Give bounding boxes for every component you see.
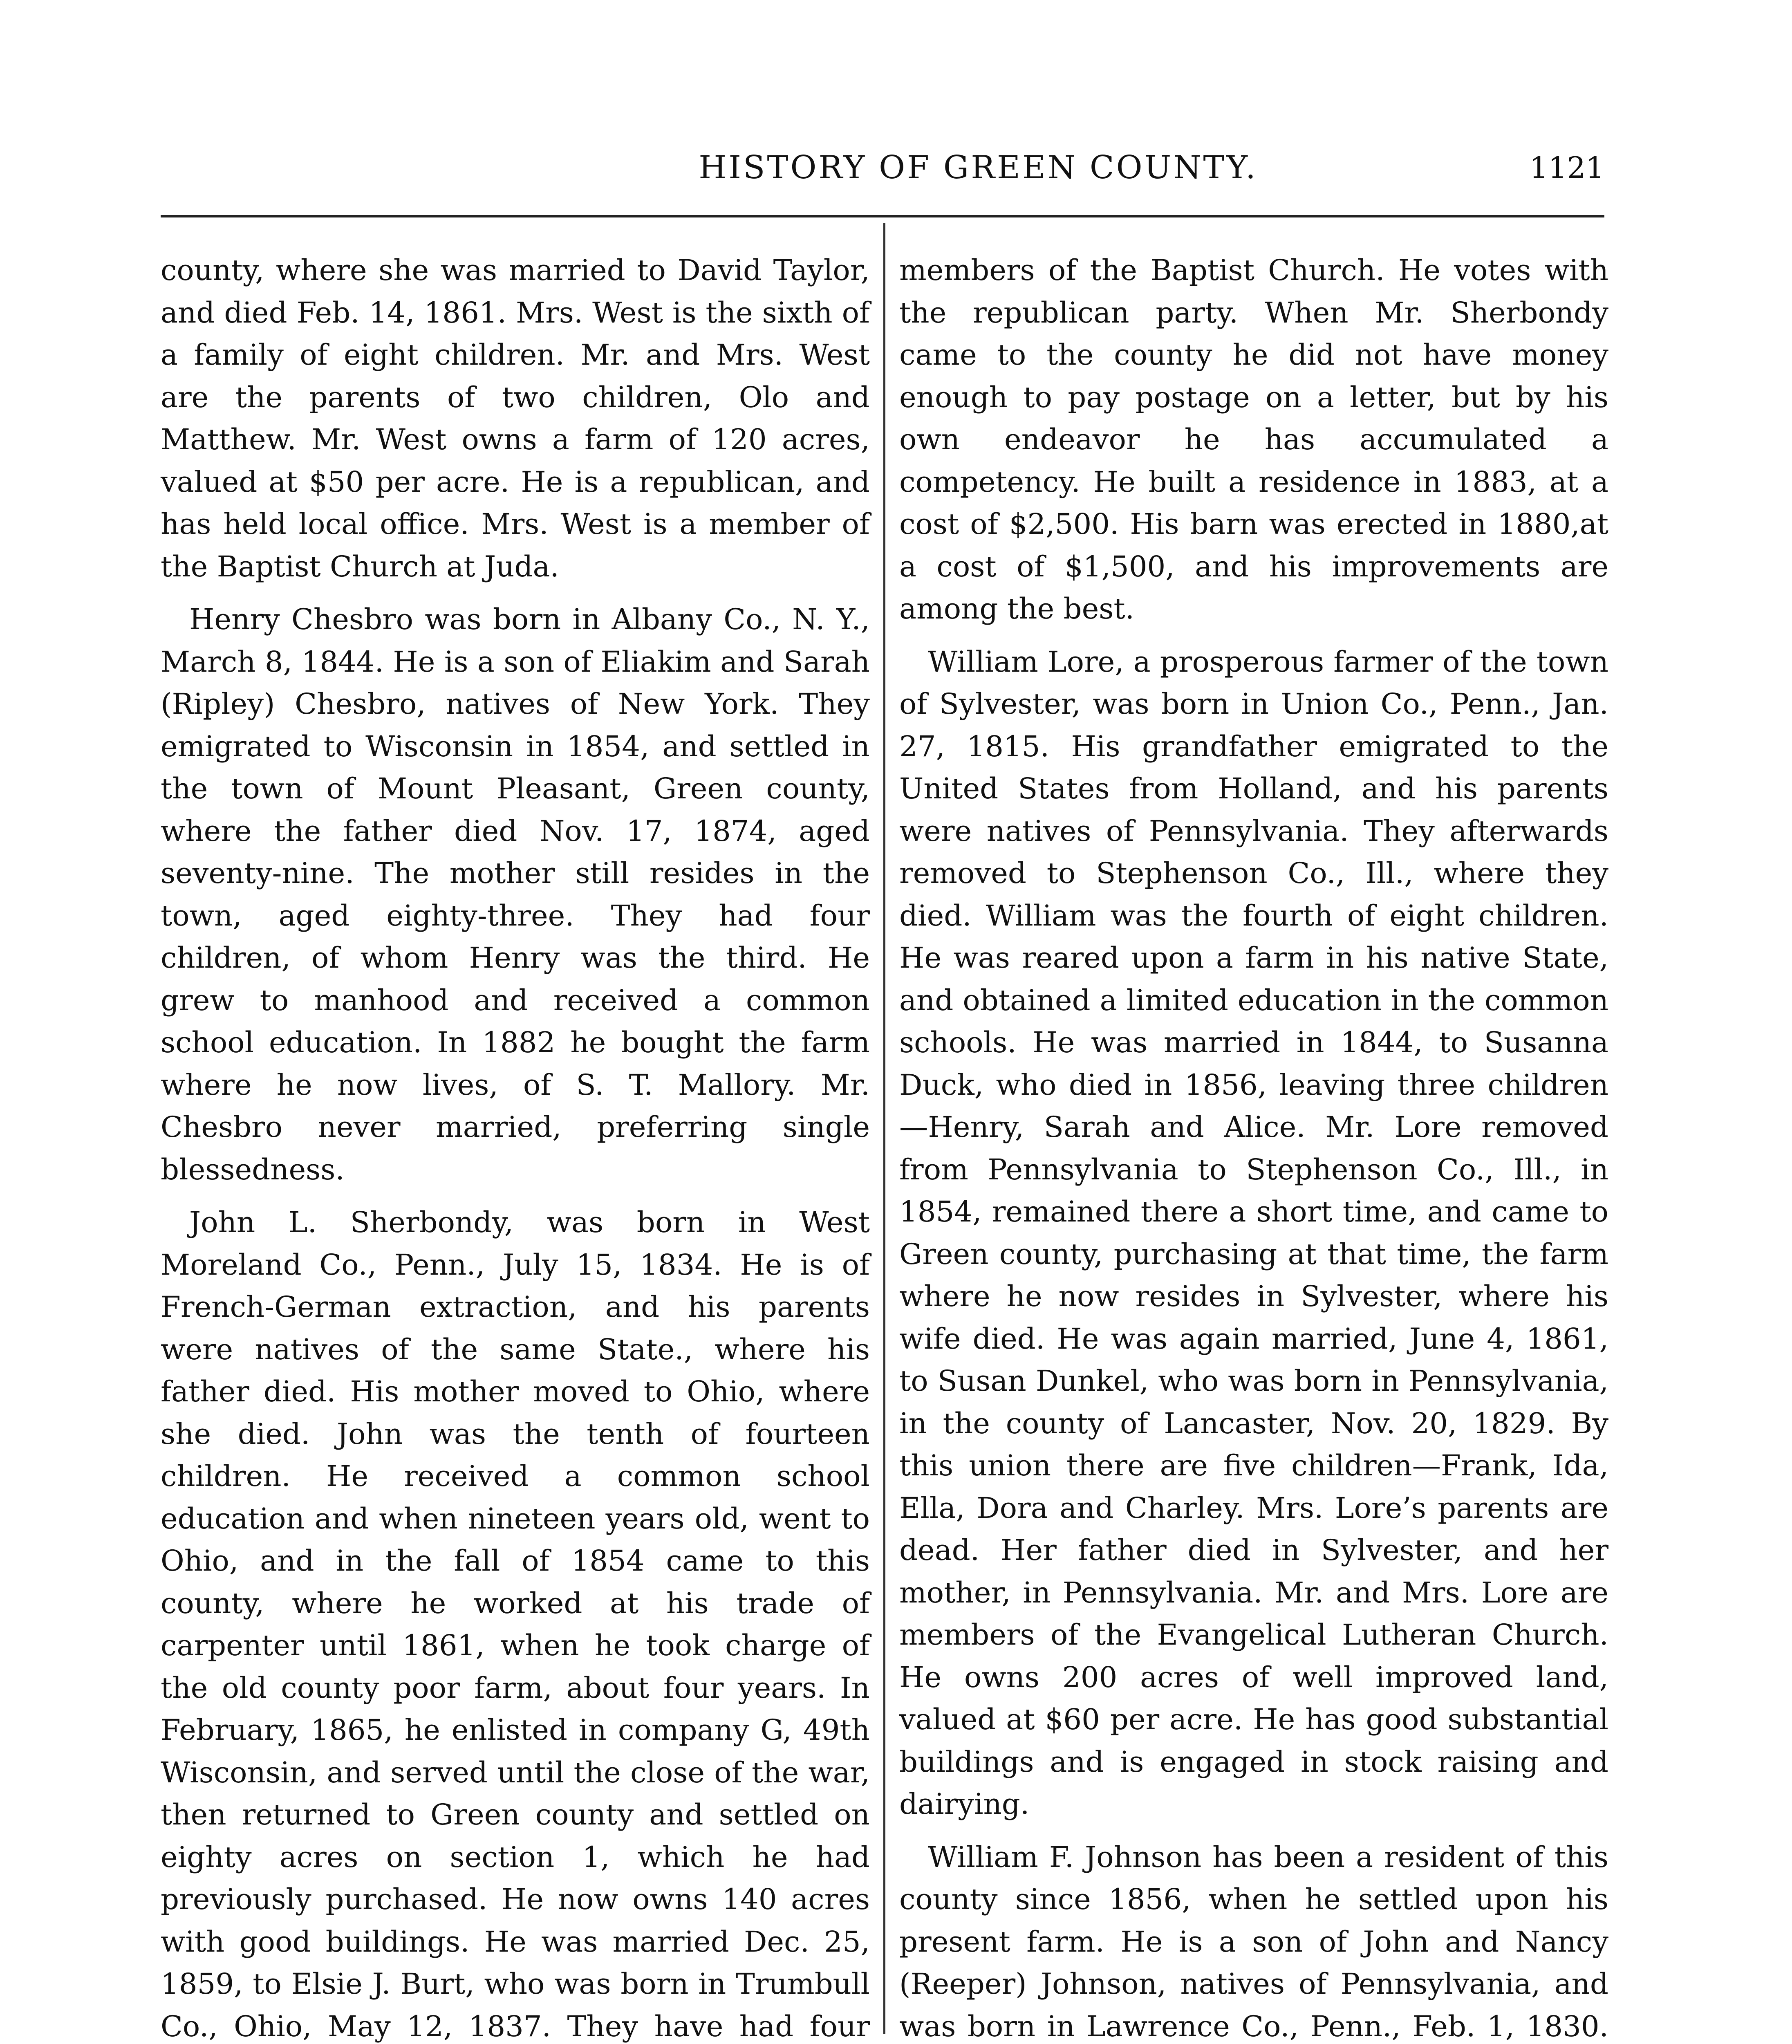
- paragraph-west-continued: county, where she was married to David Taylor, and died Feb. 14, 1861. Mrs. West is the sixth of a family of eight children. Mr. and Mrs. West are the parents of two children, Olo and Matthew. Mr. West owns a farm of 120 acres, valued at $50 per acre. He is a republican, and has held local office. Mrs. West is a member of the Baptist Church at Juda.: [161, 253, 870, 583]
- page-title: HISTORY OF GREEN COUNTY.: [699, 149, 1258, 186]
- right-column: [899, 249, 1608, 2044]
- paragraph-william-johnson: William F. Johnson has been a resident of this county since 1856, when he settled upon his present farm. He is a son of John and Nancy (Reeper) Johnson, natives of Pennsylvania, and was born in Lawrence Co., Penn., Feb. 1, 1830.: [899, 1840, 1608, 2043]
- paragraph-sherbondy-continued: members of the Baptist Church. He votes with the republican party. When Mr. Sherbondy came to the county he did not have money enough to pay postage on a letter, but by his own endeavor he has accumulated a competency. He built a residence in 1883, at a cost of $2,500. His barn was erected in 1880,at a cost of $1,500, and his improvements are among the best.: [899, 253, 1608, 625]
- running-head: [161, 147, 1604, 196]
- page-number: 1121: [1529, 150, 1604, 185]
- header-rule: [161, 215, 1604, 217]
- paragraph-john-sherbondy: John L. Sherbondy, was born in West Moreland Co., Penn., July 15, 1834. He is of French-German extraction, and his parents were natives of the same State., where his father died. His mother moved to Ohio, where she died. John was the tenth of fourteen children. He received a common school education and when nineteen years old, went to Ohio, and in the fall of 1854 came to this county, where he worked at his trade of carpenter until 1861, when he took charge of the old county poor farm, about four years. In February, 1865, he enlisted in company G, 49th Wisconsin, and served until the close of the war, then returned to Green county and settled on eighty acres on section 1, which he had previously purchased. He now owns 140 acres with good buildings. He was married Dec. 25, 1859, to Elsie J. Burt, who was born in Trumbull Co., Ohio, May 12, 1837. They have had four: [161, 1206, 870, 2043]
- paragraph-william-lore: William Lore, a prosperous farmer of the town of Sylvester, was born in Union Co., Penn., Jan. 27, 1815. His grandfather emigrated to the United States from Holland, and his parents were natives of Pennsylvania. They afterwards removed to Stephenson Co., Ill., where they died. William was the fourth of eight children. He was reared upon a farm in his native State, and obtained a limited education in the common schools. He was married in 1844, to Susanna Duck, who died in 1856, leaving three children—Henry, Sarah and Alice. Mr. Lore removed from Pennsylvania to Stephenson Co., Ill., in 1854, remained there a short time, and came to Green county, purchasing at that time, the farm where he now resides in Sylvester, where his wife died. He was again married, June 4, 1861, to Susan Dunkel, who was born in Pennsylvania, in the county of Lancaster, Nov. 20, 1829. By this union there are five children—Frank, Ida, Ella, Dora and Charley. Mrs. Lore’s parents are dead. Her father died in Sylvester, and her mother, in Pennsylvania. Mr. and Mrs. Lore are members of the Evangelical Lutheran Church. He owns 200 acres of well improved land, valued at $60 per acre. He has good substantial buildings and is engaged in stock raising and dairying.: [899, 645, 1608, 1821]
- paragraph-henry-chesbro: Henry Chesbro was born in Albany Co., N. Y., March 8, 1844. He is a son of Eliakim and Sarah (Ripley) Chesbro, natives of New York. They emigrated to Wisconsin in 1854, and settled in the town of Mount Pleasant, Green county, where the father died Nov. 17, 1874, aged seventy-nine. The mother still resides in the town, aged eighty-three. They had four children, of whom Henry was the third. He grew to manhood and received a common school education. In 1882 he bought the farm where he now lives, of S. T. Mallory. Mr. Chesbro never married, preferring single blessedness.: [161, 603, 870, 1186]
- column-divider: [883, 223, 885, 2034]
- left-column: [161, 249, 870, 2044]
